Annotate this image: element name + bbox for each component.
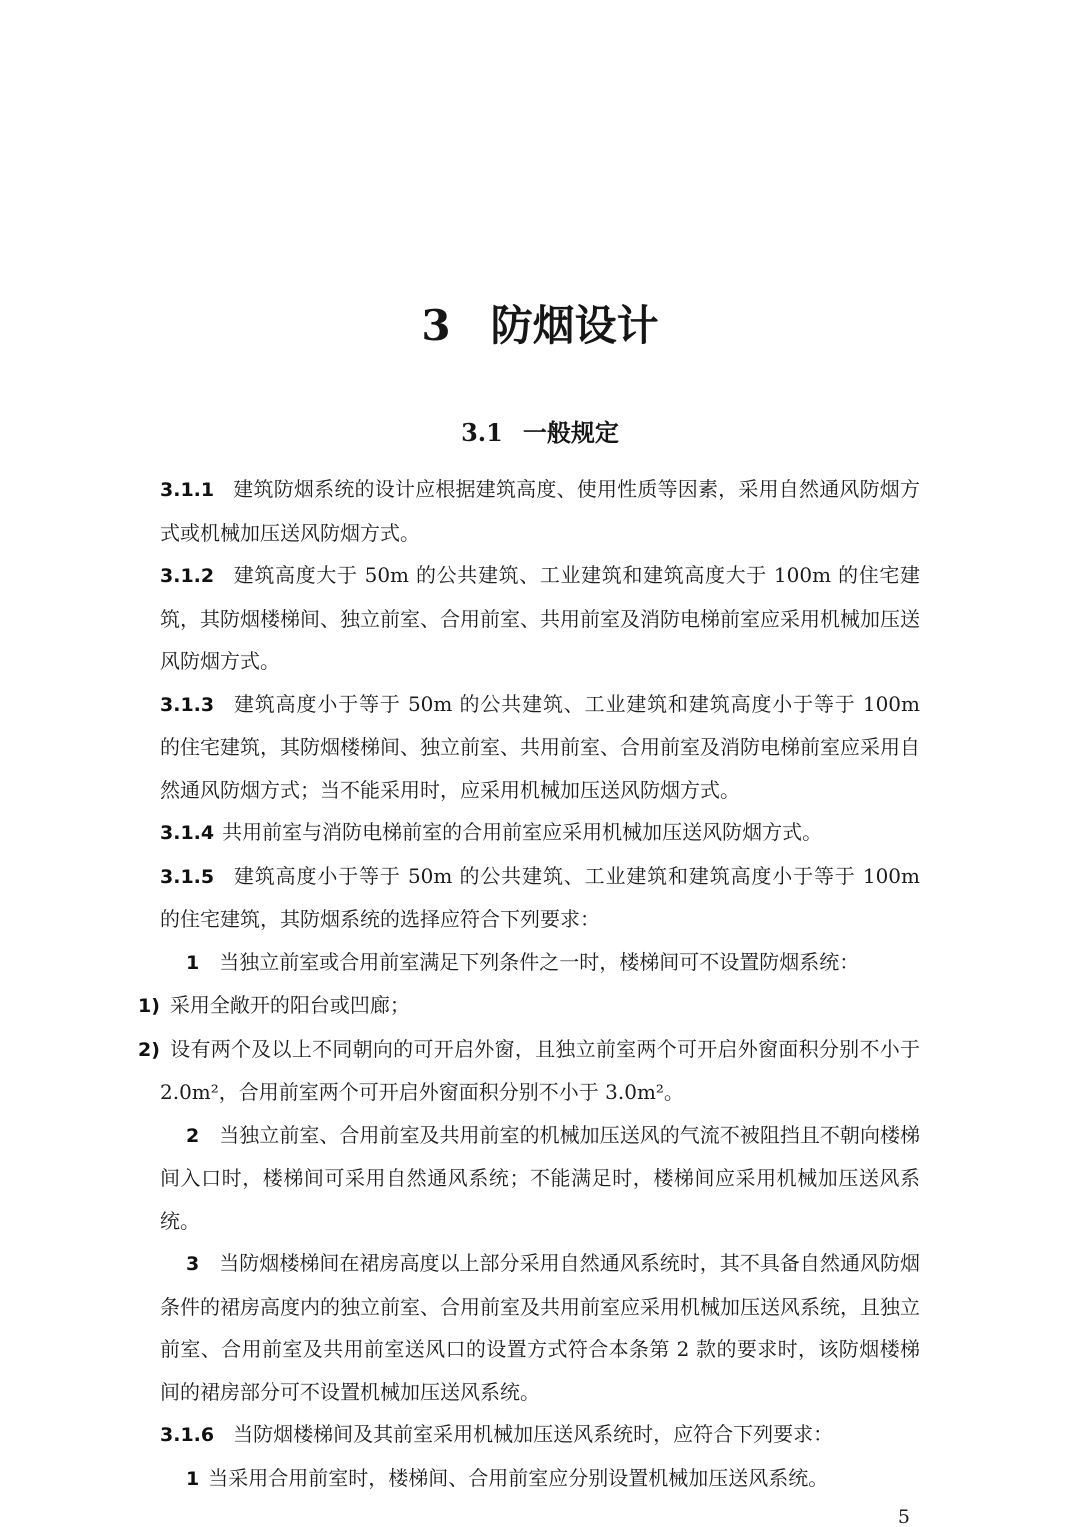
paragraph-3.1.4 [160, 811, 920, 855]
section-title: 一般规定 [522, 418, 619, 447]
paragraph-number: 1 [186, 951, 200, 974]
paragraph-number: 2) [138, 1038, 160, 1061]
paragraph-text: 采用全敞开的阳台或凹廊； [169, 993, 410, 1017]
paragraph-text: 当独立前室或合用前室满足下列条件之一时，楼梯间可不设置防烟系统： [219, 949, 860, 974]
document-body [138, 468, 920, 1500]
paragraph-1 [160, 1457, 920, 1501]
section-number: 3.1 [461, 418, 503, 447]
paragraph-text: 设有两个及以上不同朝向的可开启外窗，且独立前室两个可开启外窗面积分别不小于 2.0m²，合用前室两个可开启外窗面积分别不小于 3.0m²。 [160, 1036, 920, 1104]
paragraph-number: 1) [138, 995, 160, 1017]
paragraph-number: 3.1.3 [160, 693, 215, 716]
paragraph-2 [160, 1114, 920, 1243]
paragraph-3.1.3 [160, 683, 920, 812]
paragraph-3.1.6 [160, 1413, 920, 1457]
paragraph-text: 建筑高度大于 50m 的公共建筑、工业建筑和建筑高度大于 100m 的住宅建筑，其防烟楼梯间、独立前室、合用前室、共用前室及消防电梯前室应采用机械加压送风防烟方式。 [160, 563, 920, 673]
paragraph-1 [138, 984, 920, 1028]
paragraph-text: 当防烟楼梯间及其前室采用机械加压送风系统时，应符合下列要求： [233, 1422, 834, 1446]
paragraph-number: 3.1.4 [160, 822, 215, 844]
paragraph-2 [138, 1028, 920, 1114]
paragraph-3.1.5 [160, 855, 920, 941]
chapter-heading [160, 300, 920, 352]
chapter-title: 防烟设计 [490, 301, 659, 350]
paragraph-3.1.1 [160, 468, 920, 554]
paragraph-text: 建筑高度小于等于 50m 的公共建筑、工业建筑和建筑高度小于等于 100m 的住宅建筑，其防烟系统的选择应符合下列要求： [160, 863, 920, 931]
paragraph-number: 3 [186, 1253, 200, 1275]
paragraph-3 [160, 1242, 920, 1413]
paragraph-text: 当独立前室、合用前室及共用前室的机械加压送风的气流不被阻挡且不朝向楼梯间入口时，楼梯间可采用自然通风系统；不能满足时，楼梯间应采用机械加压送风系统。 [160, 1122, 920, 1233]
paragraph-text: 建筑防烟系统的设计应根据建筑高度、使用性质等因素，采用自然通风防烟方式或机械加压送风防烟方式。 [160, 477, 920, 545]
paragraph-1 [160, 941, 920, 985]
paragraph-number: 3.1.5 [160, 865, 215, 888]
paragraph-text: 当防烟楼梯间在裙房高度以上部分采用自然通风系统时，其不具备自然通风防烟条件的裙房高度内的独立前室、合用前室及共用前室应采用机械加压送风系统，且独立前室、合用前室及共用前室送风口的设置方式符合本条第 2 款的要求时，该防烟楼梯间的裙房部分可不设置机械加压送风系统。 [160, 1251, 920, 1404]
paragraph-3.1.2 [160, 554, 920, 683]
paragraph-text: 当采用合用前室时，楼梯间、合用前室应分别设置机械加压送风系统。 [208, 1465, 829, 1490]
paragraph-number: 3.1.6 [160, 1424, 215, 1446]
paragraph-number: 1 [186, 1467, 200, 1490]
paragraph-number: 3.1.2 [160, 565, 215, 587]
paragraph-text: 共用前室与消防电梯前室的合用前室应采用机械加压送风防烟方式。 [222, 820, 823, 844]
paragraph-number: 3.1.1 [160, 479, 215, 501]
chapter-number: 3 [421, 301, 451, 350]
paragraph-number: 2 [186, 1124, 200, 1147]
paragraph-text: 建筑高度小于等于 50m 的公共建筑、工业建筑和建筑高度小于等于 100m 的住宅建筑，其防烟楼梯间、独立前室、共用前室、合用前室及消防电梯前室应采用自然通风防烟方式；当不能采用时，应采用机械加压送风防烟方式。 [160, 691, 920, 802]
page-number: 5 [897, 1506, 910, 1527]
section-heading [160, 418, 920, 448]
